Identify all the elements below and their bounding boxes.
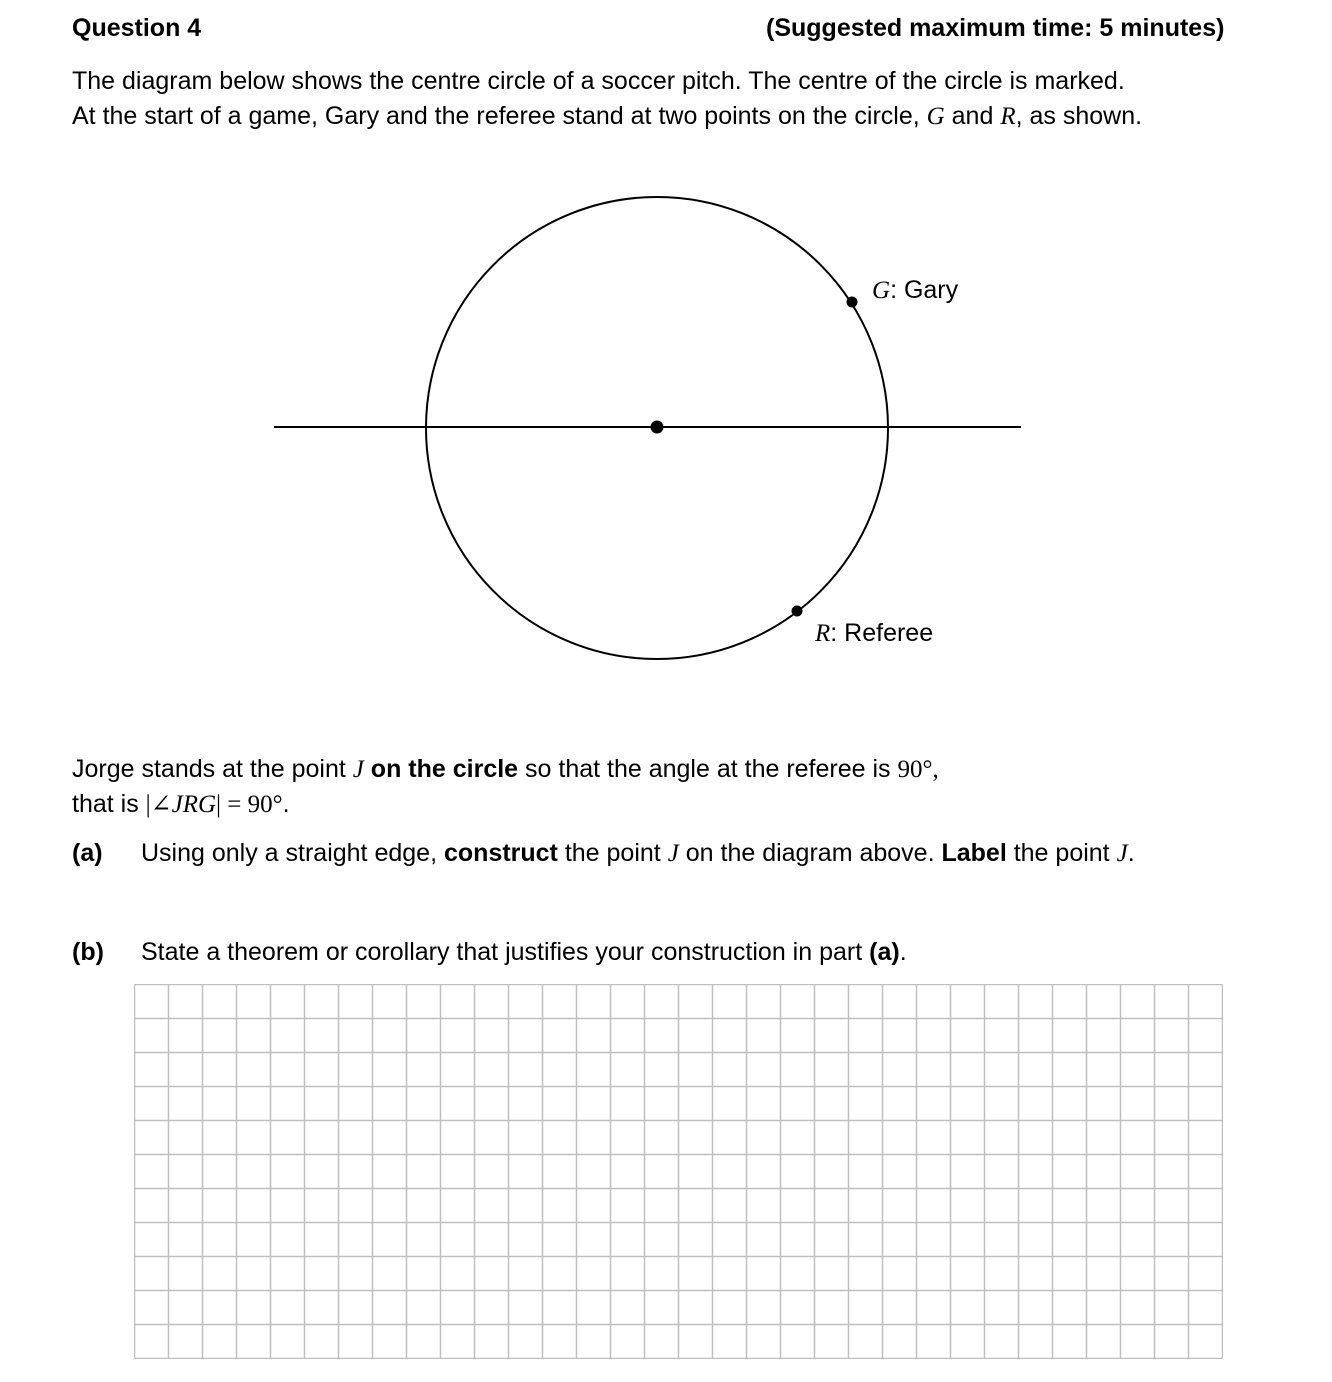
- label-referee: R: Referee: [815, 619, 934, 647]
- part-a-text: Using only a straight edge, construct the point J on the diagram above. Label the point J.: [141, 839, 1135, 867]
- jorge-line-1: Jorge stands at the point J on the circle so that the angle at the referee is 90°,: [72, 755, 939, 783]
- centre-point: [651, 421, 664, 434]
- part-b-text: State a theorem or corollary that justifies your construction in part (a).: [141, 938, 907, 966]
- answer-grid[interactable]: [134, 984, 1223, 1359]
- intro-line-1: The diagram below shows the centre circle of a soccer pitch. The centre of the circle is marked.: [72, 67, 1125, 95]
- question-title: Question 4: [72, 14, 202, 42]
- part-b-label: (b): [72, 938, 104, 966]
- time-note: (Suggested maximum time: 5 minutes): [766, 14, 1225, 42]
- point-g: [847, 297, 858, 308]
- label-gary: G: Gary: [872, 276, 959, 304]
- point-r: [792, 606, 803, 617]
- jorge-line-2: that is |∠JRG| = 90°.: [72, 790, 290, 818]
- part-a-label: (a): [72, 839, 103, 867]
- intro-line-2: At the start of a game, Gary and the referee stand at two points on the circle, G and R, as shown.: [72, 102, 1143, 130]
